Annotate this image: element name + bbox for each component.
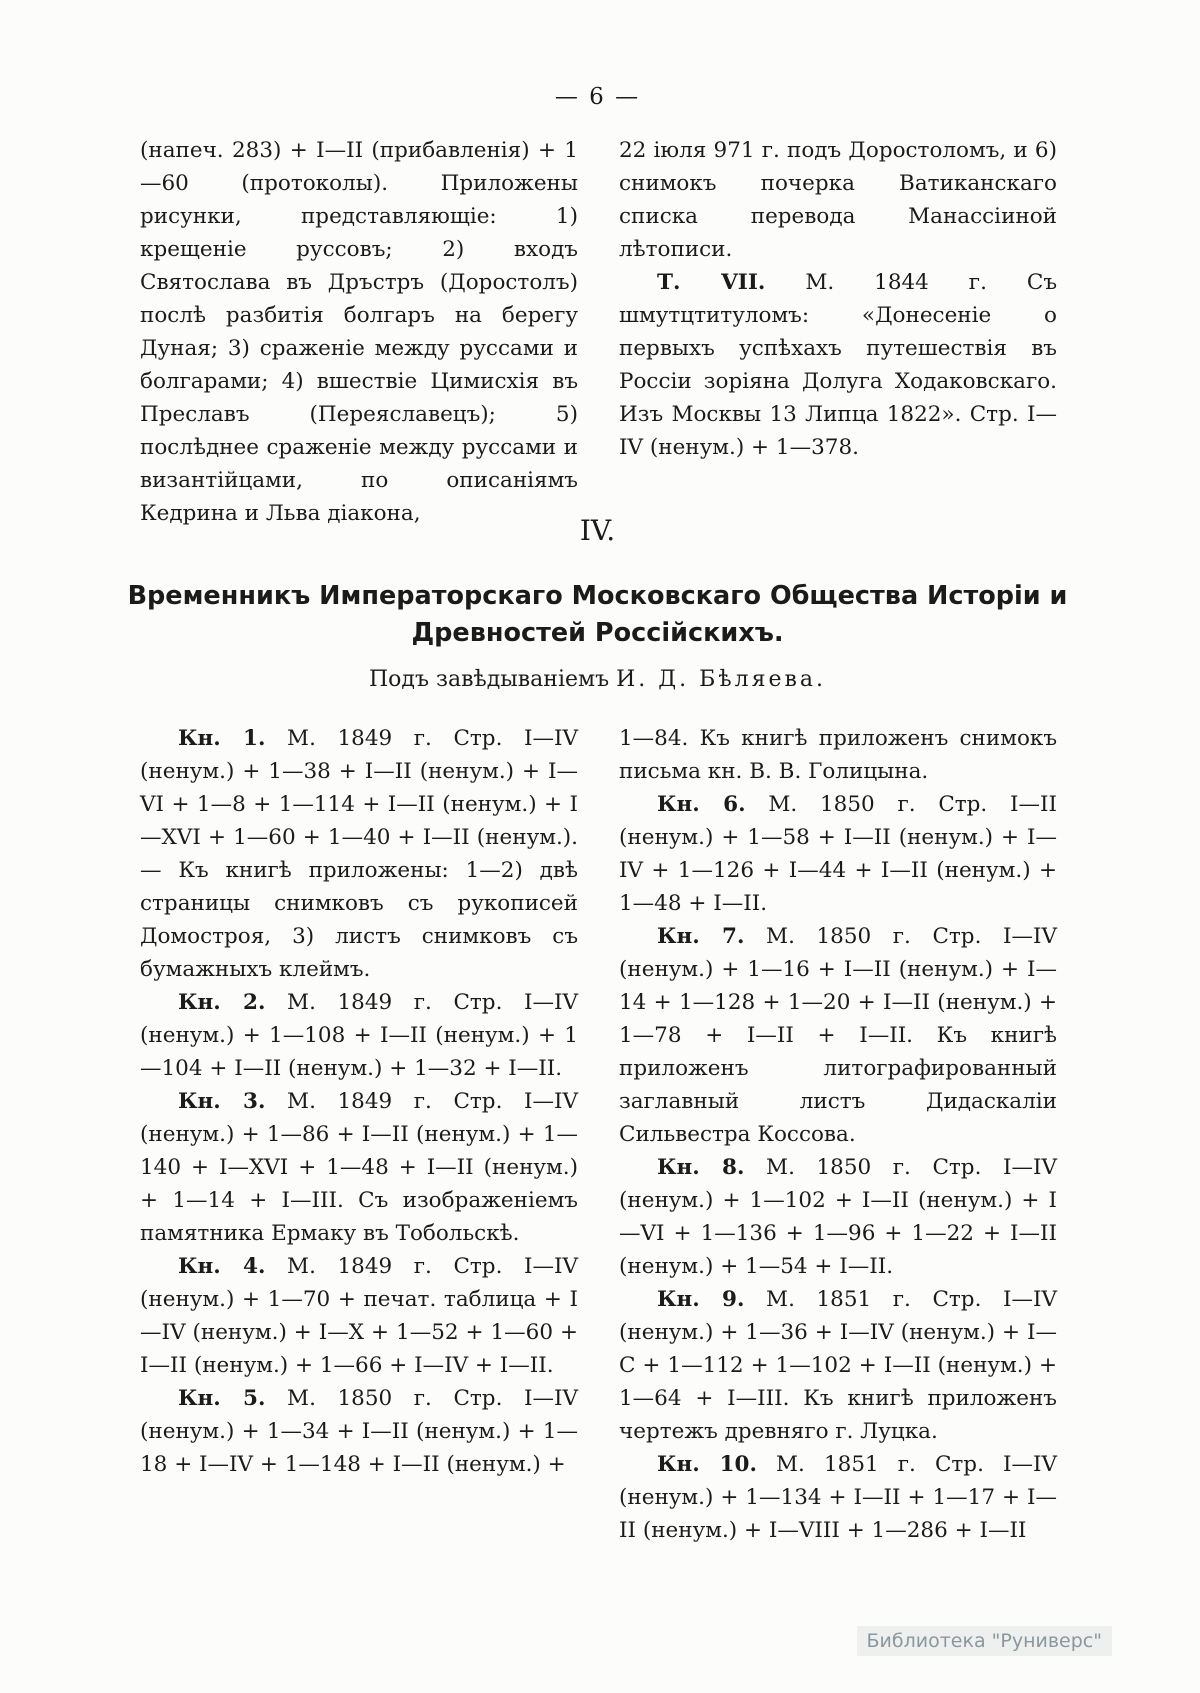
section-subtitle-prefix: Подъ завѣдываніемъ — [369, 667, 617, 692]
book-entry-text: М. 1850 г. Стр. I—IV (ненум.) + 1—16 + I—II (ненум.) + I—14 + 1—128 + 1—20 + I—II (ненум.) + 1—78 + I—II + I—II. Къ книгѣ приложенъ литографированный заглавный листъ Дидаскаліи Сильвестра Коссова. — [619, 924, 1057, 1147]
book-entry-label: Кн. 1. — [178, 726, 266, 751]
book-entry-text: М. 1851 г. Стр. I—IV (ненум.) + 1—36 + I—IV (ненум.) + I—С + 1—112 + 1—102 + I—II (ненум.) + 1—64 + I—III. Къ книгѣ приложенъ чертежъ древняго г. Луцка. — [619, 1287, 1057, 1444]
section-title-line2: Древностей Россійскихъ. — [411, 618, 784, 648]
book-list-left-column — [140, 722, 578, 1547]
paragraph-text: (напеч. 283) + I—II (прибавленія) + 1—60 (протоколы). Приложены рисунки, представляющіе: 1) крещеніе руссовъ; 2) входъ Святослава въ Дръстръ (Доростолъ) послѣ разбитія болгаръ на берегу Дуная; 3) сраженіе между руссами и болгарами; 4) вшествіе Цимисхія въ Преславъ (Переяславецъ); 5) послѣднее сраженіе между руссами и византійцами, по описаніямъ Кедрина и Льва діакона, — [140, 138, 578, 526]
paragraph-text: М. 1844 г. Съ шмутцтитуломъ: «Донесеніе о первыхъ успѣхахъ путешествія въ Россіи зоріяна Долуга Ходаковскаго. Изъ Москвы 13 Липца 1822». Стр. I—IV (ненум.) + 1—378. — [619, 270, 1057, 460]
book-entry-label: Кн. 3. — [178, 1089, 266, 1114]
book-entry-label: Кн. 7. — [657, 924, 745, 949]
paragraph — [140, 134, 578, 530]
book-list-right-column — [619, 722, 1057, 1547]
book-entry-label: Кн. 4. — [178, 1254, 266, 1279]
book-entry — [140, 986, 578, 1085]
book-entry — [619, 1151, 1057, 1283]
paragraph-label: Т. VII. — [657, 270, 766, 295]
book-entry-label: Кн. 6. — [657, 792, 746, 817]
library-watermark: Библиотека "Руниверс" — [857, 1626, 1112, 1656]
book-list-block — [140, 722, 1057, 1547]
book-entry-text: М. 1849 г. Стр. I—IV (ненум.) + 1—70 + печат. таблица + I—IV (ненум.) + I—X + 1—52 + 1—60 + I—II (ненум.) + 1—66 + I—IV + I—II. — [140, 1254, 578, 1378]
book-entry — [619, 920, 1057, 1151]
book-entry — [140, 1085, 578, 1250]
book-entry-label: Кн. 10. — [657, 1452, 757, 1477]
book-entry — [619, 1283, 1057, 1448]
book-entry — [619, 1448, 1057, 1547]
book-entry — [140, 1382, 578, 1481]
book-entry-text: М. 1849 г. Стр. I—IV (ненум.) + 1—108 + I—II (ненум.) + 1—104 + I—II (ненум.) + 1—32 + I—II. — [140, 990, 578, 1081]
book-entry — [140, 1250, 578, 1382]
paragraph — [619, 266, 1057, 464]
book-entry-label: Кн. 8. — [657, 1155, 745, 1180]
book-entry-label: Кн. 5. — [178, 1386, 266, 1411]
book-entry-text: 1—84. Къ книгѣ приложенъ снимокъ письма кн. В. В. Голицына. — [619, 726, 1057, 784]
book-entry — [619, 788, 1057, 920]
paragraph — [619, 134, 1057, 266]
book-entry-text: М. 1850 г. Стр. I—IV (ненум.) + 1—102 + I—II (ненум.) + I—VI + 1—136 + 1—96 + 1—22 + I—II (ненум.) + 1—54 + I—II. — [619, 1155, 1057, 1279]
book-entry-label: Кн. 2. — [178, 990, 266, 1015]
book-entry-text: М. 1850 г. Стр. I—IV (ненум.) + 1—34 + I—II (ненум.) + 1—18 + I—IV + 1—148 + I—II (ненум.) + — [140, 1386, 578, 1477]
book-entry-text: М. 1849 г. Стр. I—IV (ненум.) + 1—86 + I—II (ненум.) + 1—140 + I—XVI + 1—48 + I—II (ненум.) + 1—14 + I—III. Съ изображеніемъ памятника Ермаку въ Тобольскѣ. — [140, 1089, 578, 1246]
section-subtitle — [140, 667, 1055, 692]
page-number: — 6 — — [554, 84, 641, 110]
top-text-block — [140, 134, 1057, 530]
paragraph-text: 22 іюля 971 г. подъ Доростоломъ, и 6) снимокъ почерка Ватиканскаго списка перевода Манассіиной лѣтописи. — [619, 138, 1057, 262]
book-entry — [619, 722, 1057, 788]
section-title — [120, 578, 1075, 652]
section-subtitle-name: И. Д. Бѣляева. — [616, 667, 826, 692]
book-entry-text: М. 1851 г. Стр. I—IV (ненум.) + 1—134 + I—II + 1—17 + I—II (ненум.) + I—VIII + 1—286 + I—II — [619, 1452, 1058, 1543]
top-right-column — [619, 134, 1057, 530]
book-entry — [140, 722, 578, 986]
book-entry-text: М. 1849 г. Стр. I—IV (ненум.) + 1—38 + I—II (ненум.) + I—VI + 1—8 + 1—114 + I—II (ненум.) + I—XVI + 1—60 + 1—40 + I—II (ненум.). — Къ книгѣ приложены: 1—2) двѣ страницы снимковъ съ рукописей Домостроя, 3) листъ снимковъ съ бумажныхъ клеймъ. — [140, 726, 578, 982]
book-entry-label: Кн. 9. — [657, 1287, 745, 1312]
section-numeral: IV. — [579, 514, 616, 547]
top-left-column — [140, 134, 578, 530]
book-entry-text: М. 1850 г. Стр. I—II (ненум.) + 1—58 + I—II (ненум.) + I—IV + 1—126 + I—44 + I—II (ненум.) + 1—48 + I—II. — [619, 792, 1057, 916]
section-title-line1: Временникъ Императорскаго Московскаго Общества Исторіи и — [127, 581, 1068, 611]
